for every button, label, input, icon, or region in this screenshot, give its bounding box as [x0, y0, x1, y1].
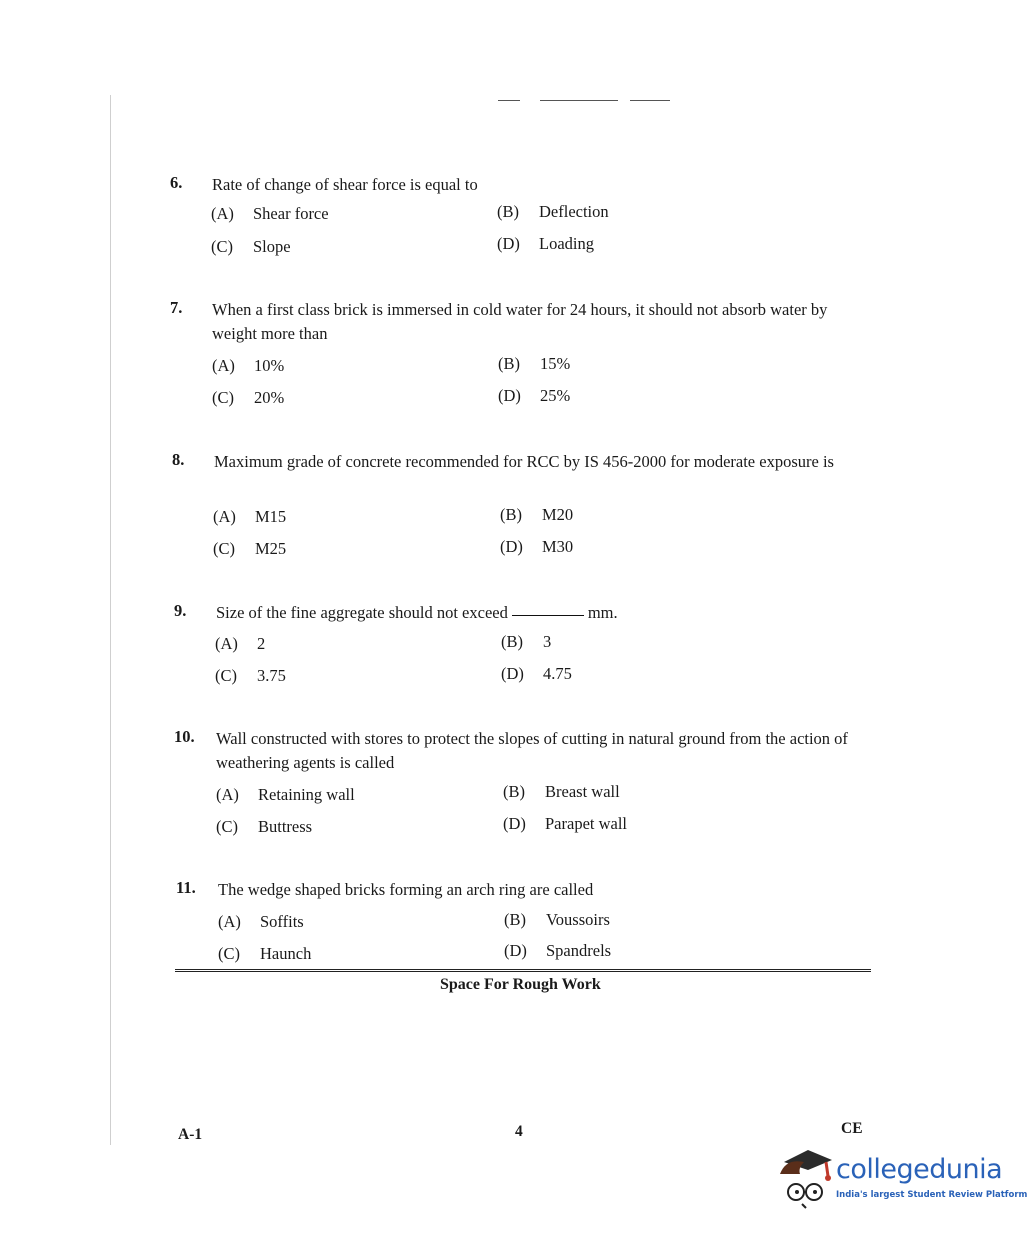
option-b: (B) 3 — [501, 632, 552, 651]
option-a: (A) Shear force — [211, 204, 329, 223]
paper-code: A-1 — [178, 1126, 203, 1143]
brand-name: collegedunia — [836, 1154, 1003, 1185]
option-c: (C) 3.75 — [215, 666, 286, 685]
scan-mark — [630, 100, 670, 101]
answer-blank — [512, 614, 584, 616]
option-d: (D) 4.75 — [501, 664, 572, 683]
divider — [175, 969, 871, 972]
graduate-mascot-icon — [776, 1140, 834, 1210]
question-number: 8. — [172, 450, 185, 469]
option-c: (C) 20% — [212, 388, 285, 407]
option-b: (B) M20 — [500, 505, 574, 524]
brand-tagline: India's largest Student Review Platform — [836, 1190, 1028, 1200]
question-number: 11. — [176, 878, 196, 897]
scan-mark — [498, 100, 520, 101]
page-number: 4 — [515, 1123, 523, 1140]
option-c: (C) Buttress — [216, 817, 313, 836]
option-b: (B) Voussoirs — [504, 910, 610, 929]
watermark-logo — [776, 1140, 1028, 1210]
option-b: (B) 15% — [498, 354, 571, 373]
option-b: (B) Deflection — [497, 202, 609, 221]
question-number: 7. — [170, 298, 183, 317]
option-d: (D) Loading — [497, 234, 594, 253]
question-number: 9. — [174, 601, 187, 620]
margin-line — [110, 95, 111, 1145]
option-c: (C) M25 — [213, 539, 287, 558]
option-d: (D) Parapet wall — [503, 814, 628, 833]
option-d: (D) M30 — [500, 537, 574, 556]
rough-work-label: Space For Rough Work — [440, 976, 601, 993]
subject-code: CE — [841, 1120, 863, 1137]
option-a: (A) 10% — [212, 356, 285, 375]
option-a: (A) Retaining wall — [216, 785, 355, 804]
question-text: When a first class brick is immersed in cold water for 24 hours, it should not absorb water by weight more than — [212, 300, 828, 343]
question-number: 6. — [170, 173, 183, 192]
option-b: (B) Breast wall — [503, 782, 620, 801]
question-number: 10. — [174, 727, 195, 746]
question-text: Rate of change of shear force is equal to — [212, 175, 478, 194]
option-c: (C) Slope — [211, 237, 291, 256]
question-text: Wall constructed with stores to protect the slopes of cutting in natural ground from the action of weathering agents is called — [216, 729, 848, 772]
question-text: Maximum grade of concrete recommended for RCC by IS 456-2000 for moderate exposure is — [214, 452, 834, 471]
question-text: The wedge shaped bricks forming an arch ring are called — [218, 880, 594, 899]
option-d: (D) 25% — [498, 386, 571, 405]
option-a: (A) Soffits — [218, 912, 304, 931]
scan-mark — [540, 100, 618, 101]
option-a: (A) 2 — [215, 634, 266, 653]
option-d: (D) Spandrels — [504, 941, 612, 960]
question-text: Size of the fine aggregate should not exceed mm. — [216, 603, 618, 622]
option-c: (C) Haunch — [218, 944, 312, 963]
option-a: (A) M15 — [213, 507, 287, 526]
